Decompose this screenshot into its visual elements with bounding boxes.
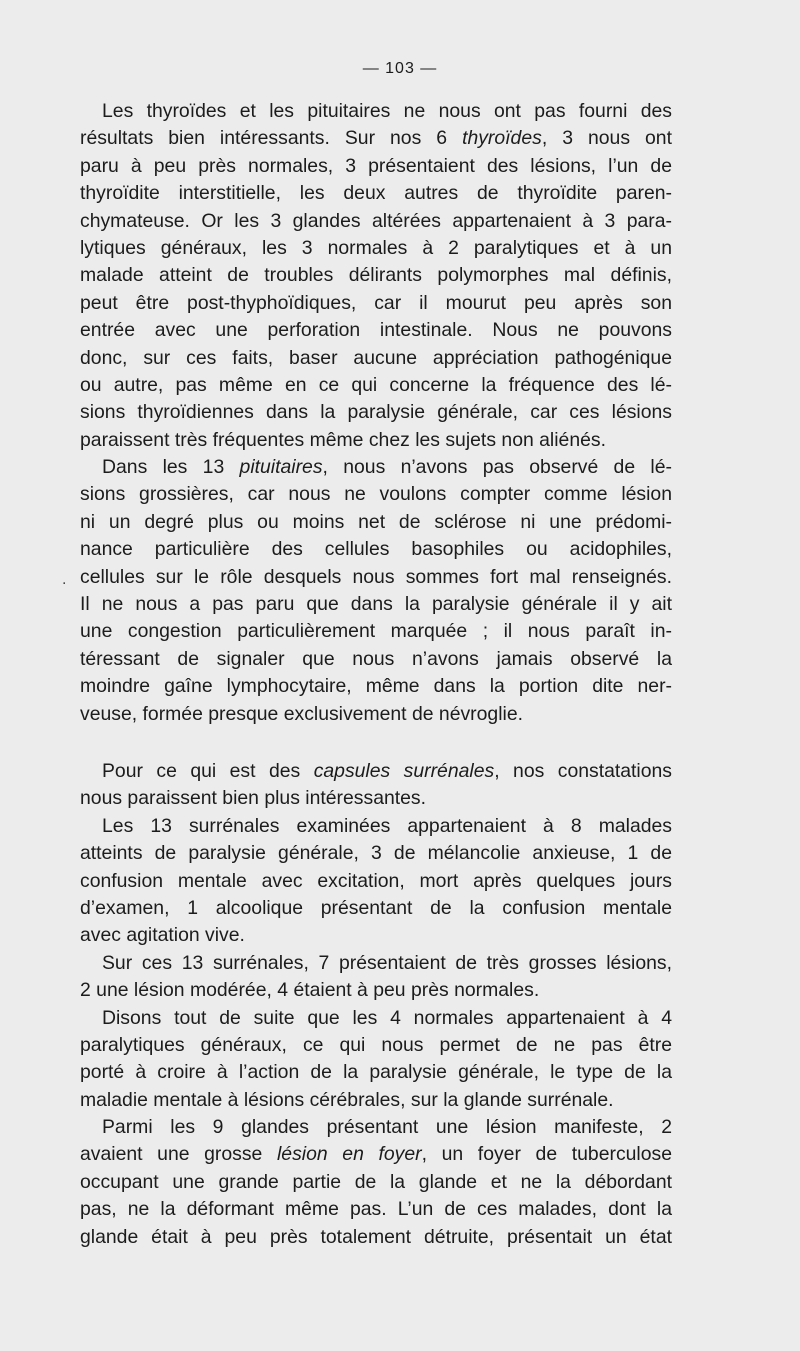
text-line xyxy=(80,564,672,591)
text-line xyxy=(80,1141,672,1168)
line-text: Parmi les 9 glandes présentant une lésion manifeste, 2 xyxy=(102,1116,672,1139)
text-line xyxy=(80,208,672,235)
text-line xyxy=(80,922,672,949)
text-line xyxy=(80,427,672,454)
text-line xyxy=(80,153,672,180)
line-text: confusion mentale avec excitation, mort après quelques jours xyxy=(80,869,672,892)
text-line xyxy=(80,758,672,785)
text-line xyxy=(80,895,672,922)
text-line xyxy=(80,509,672,536)
line-text: 2 une lésion modérée, 4 étaient à peu près normales. xyxy=(80,979,540,1002)
line-text-tail: , nous n’avons pas observé de lé- xyxy=(322,456,672,479)
text-line xyxy=(80,345,672,372)
line-text: téressant de signaler que nous n’avons jamais observé la xyxy=(80,647,672,670)
text-line xyxy=(80,701,672,728)
line-text-tail: , 3 nous ont xyxy=(541,127,672,150)
line-text: sions thyroïdiennes dans la paralysie générale, car ces lésions xyxy=(80,401,672,424)
line-text: Les thyroïdes et les pituitaires ne nous ont pas fourni des xyxy=(102,100,672,122)
text-line xyxy=(80,950,672,977)
line-text-tail: , un foyer de tuberculose xyxy=(421,1143,672,1166)
line-text: paru à peu près normales, 3 présentaient des lésions, l’un de xyxy=(80,154,672,177)
text-line xyxy=(80,317,672,344)
emphasis-term: thyroïdes xyxy=(462,127,542,150)
text-line xyxy=(80,481,672,508)
line-text: malade atteint de troubles délirants polymorphes mal définis, xyxy=(80,264,672,287)
text-line xyxy=(80,290,672,317)
line-text: résultats bien intéressants. Sur nos 6 xyxy=(80,127,463,150)
line-text: moindre gaîne lymphocytaire, même dans la portion dite ner- xyxy=(80,675,672,698)
text-line xyxy=(80,125,672,152)
line-text: donc, sur ces faits, baser aucune appréciation pathogénique xyxy=(80,346,672,369)
text-line xyxy=(80,235,672,262)
line-text: porté à croire à l’action de la paralysie générale, le type de la xyxy=(80,1061,672,1084)
text-line xyxy=(80,673,672,700)
line-text: avaient une grosse xyxy=(80,1143,277,1166)
line-text: une congestion particulièrement marquée ; il nous paraît in- xyxy=(80,620,672,643)
line-text: Pour ce qui est des xyxy=(102,759,314,782)
line-text: ni un degré plus ou moins net de sclérose ni une prédomi- xyxy=(80,510,672,533)
text-line xyxy=(80,646,672,673)
text-line xyxy=(80,591,672,618)
line-text: Les 13 surrénales examinées appartenaient à 8 malades xyxy=(102,814,672,837)
line-text: chymateuse. Or les 3 glandes altérées appartenaient à 3 para- xyxy=(80,209,672,232)
text-line xyxy=(80,372,672,399)
line-text: entrée avec une perforation intestinale. Nous ne pouvons xyxy=(80,319,672,342)
text-line xyxy=(80,868,672,895)
text-line xyxy=(80,813,672,840)
line-text: veuse, formée presque exclusivement de névroglie. xyxy=(80,702,523,725)
emphasis-term: pituitaires xyxy=(239,456,323,479)
text-line xyxy=(80,977,672,1004)
line-text: Sur ces 13 surrénales, 7 présentaient de très grosses lésions, xyxy=(102,951,672,974)
page-number: — 103 — xyxy=(362,60,438,77)
text-line xyxy=(80,98,672,125)
text-line xyxy=(80,1169,672,1196)
line-text-tail: , nos constatations xyxy=(494,759,673,782)
text-line xyxy=(80,399,672,426)
emphasis-term: lésion en foyer xyxy=(276,1143,422,1166)
margin-mark: . xyxy=(62,571,67,588)
text-line xyxy=(80,840,672,867)
line-text: atteints de paralysie générale, 3 de mélancolie anxieuse, 1 de xyxy=(80,842,672,865)
line-text: ou autre, pas même en ce qui concerne la fréquence des lé- xyxy=(80,373,672,396)
line-text: paraissent très fréquentes même chez les sujets non aliénés. xyxy=(80,428,606,451)
text-line xyxy=(80,1196,672,1223)
line-text: cellules sur le rôle desquels nous sommes fort mal renseignés. xyxy=(80,565,672,588)
line-text: Disons tout de suite que les 4 normales appartenaient à 4 xyxy=(102,1006,672,1029)
text-line xyxy=(80,785,672,812)
line-text: avec agitation vive. xyxy=(80,924,245,947)
line-text: glande était à peu près totalement détruite, présentait un état xyxy=(80,1225,672,1248)
text-line xyxy=(80,180,672,207)
body-text xyxy=(80,98,672,1251)
line-text: sions grossières, car nous ne voulons compter comme lésion xyxy=(80,483,672,506)
text-line xyxy=(80,1224,672,1251)
emphasis-term: capsules surrénales xyxy=(313,759,495,782)
line-text: maladie mentale à lésions cérébrales, sur la glande surrénale. xyxy=(80,1088,614,1111)
paragraph-gap xyxy=(80,728,672,758)
text-line xyxy=(80,262,672,289)
line-text: occupant une grande partie de la glande et ne la débordant xyxy=(80,1170,672,1193)
line-text: thyroïdite interstitielle, les deux autres de thyroïdite paren- xyxy=(80,182,672,205)
text-line xyxy=(80,1005,672,1032)
line-text: pas, ne la déformant même pas. L’un de ces malades, dont la xyxy=(80,1198,672,1221)
line-text: lytiques généraux, les 3 normales à 2 paralytiques et à un xyxy=(80,236,672,259)
line-text: d’examen, 1 alcoolique présentant de la confusion mentale xyxy=(80,896,672,919)
line-text: peut être post-thyphoïdiques, car il mourut peu après son xyxy=(80,291,672,314)
text-line xyxy=(80,454,672,481)
line-text: Il ne nous a pas paru que dans la paralysie générale il y ait xyxy=(80,593,672,616)
text-line xyxy=(80,1114,672,1141)
line-text: nous paraissent bien plus intéressantes. xyxy=(80,787,427,810)
text-line xyxy=(80,1032,672,1059)
line-text: Dans les 13 xyxy=(102,456,240,479)
text-line xyxy=(80,618,672,645)
line-text: paralytiques généraux, ce qui nous permet de ne pas être xyxy=(80,1033,672,1056)
line-text: nance particulière des cellules basophiles ou acidophiles, xyxy=(80,538,672,561)
text-line xyxy=(80,536,672,563)
text-line xyxy=(80,1059,672,1086)
text-line xyxy=(80,1087,672,1114)
